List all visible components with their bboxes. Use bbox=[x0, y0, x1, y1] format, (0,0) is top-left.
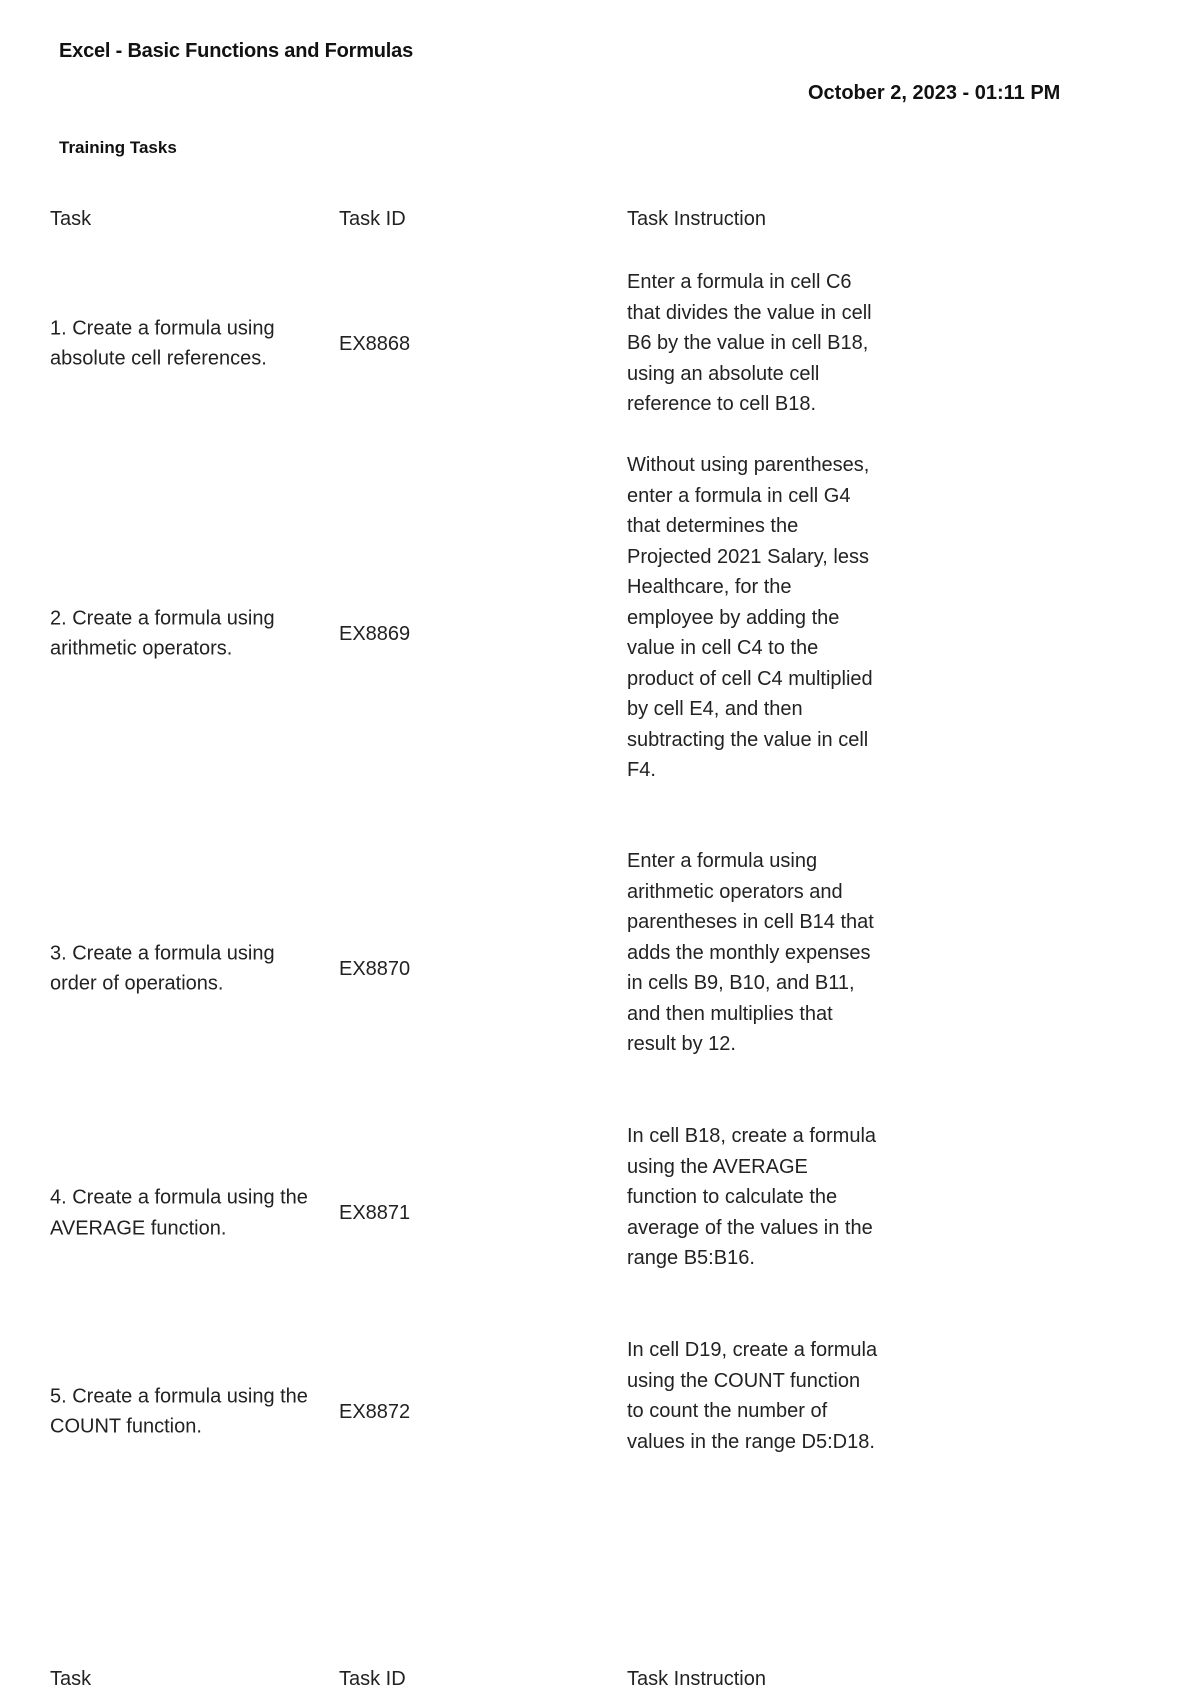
task-id: EX8868 bbox=[339, 332, 411, 355]
task-instruction: Without using parentheses, enter a formula in cell G4 that determines the Projected 2021 Salary, less Healthcare, for the employee by adding the value in cell C4 to the product of cell C4 multiplied by cell E4, and then subtracting the value in cell F4. bbox=[627, 454, 873, 781]
table-row bbox=[0, 450, 1200, 817]
task-instruction: Enter a formula using arithmetic operators and parentheses in cell B14 that adds the monthly expenses in cells B9, B10, and B11, and then multiplies that result by 12. bbox=[627, 850, 874, 1055]
task-id: EX8872 bbox=[339, 1400, 411, 1423]
task-id: EX8871 bbox=[339, 1201, 411, 1224]
column-header-task-id: Task ID bbox=[339, 208, 406, 230]
column-header-task: Task bbox=[50, 208, 92, 230]
table-row bbox=[0, 846, 1200, 1091]
task-id: EX8869 bbox=[339, 622, 411, 645]
column-header-instruction: Task Instruction bbox=[627, 208, 766, 230]
task-name: 3. Create a formula using order of operations. bbox=[50, 942, 275, 995]
table-row bbox=[0, 1335, 1200, 1488]
table-row bbox=[0, 267, 1200, 420]
task-name: 5. Create a formula using the COUNT function. bbox=[50, 1385, 308, 1438]
task-name: 2. Create a formula using arithmetic operators. bbox=[50, 607, 275, 660]
task-instruction: In cell B18, create a formula using the AVERAGE function to calculate the average of the values in the range B5:B16. bbox=[627, 1125, 877, 1269]
column-header-instruction: Task Instruction bbox=[627, 1668, 766, 1690]
document-timestamp: October 2, 2023 - 01:11 PM bbox=[808, 82, 1061, 104]
column-header-task: Task bbox=[50, 1668, 92, 1690]
section-title: Training Tasks bbox=[59, 138, 177, 157]
task-name: 1. Create a formula using absolute cell references. bbox=[50, 317, 275, 370]
task-instruction: In cell D19, create a formula using the COUNT function to count the number of values in the range D5:D18. bbox=[627, 1339, 878, 1453]
table-row bbox=[0, 1121, 1200, 1305]
task-id: EX8870 bbox=[339, 957, 411, 980]
column-header-task-id: Task ID bbox=[339, 1668, 406, 1690]
task-name: 4. Create a formula using the AVERAGE function. bbox=[50, 1186, 308, 1239]
task-instruction: Enter a formula in cell C6 that divides the value in cell B6 by the value in cell B18, using an absolute cell reference to cell B18. bbox=[627, 271, 872, 415]
document-title: Excel - Basic Functions and Formulas bbox=[59, 40, 414, 62]
